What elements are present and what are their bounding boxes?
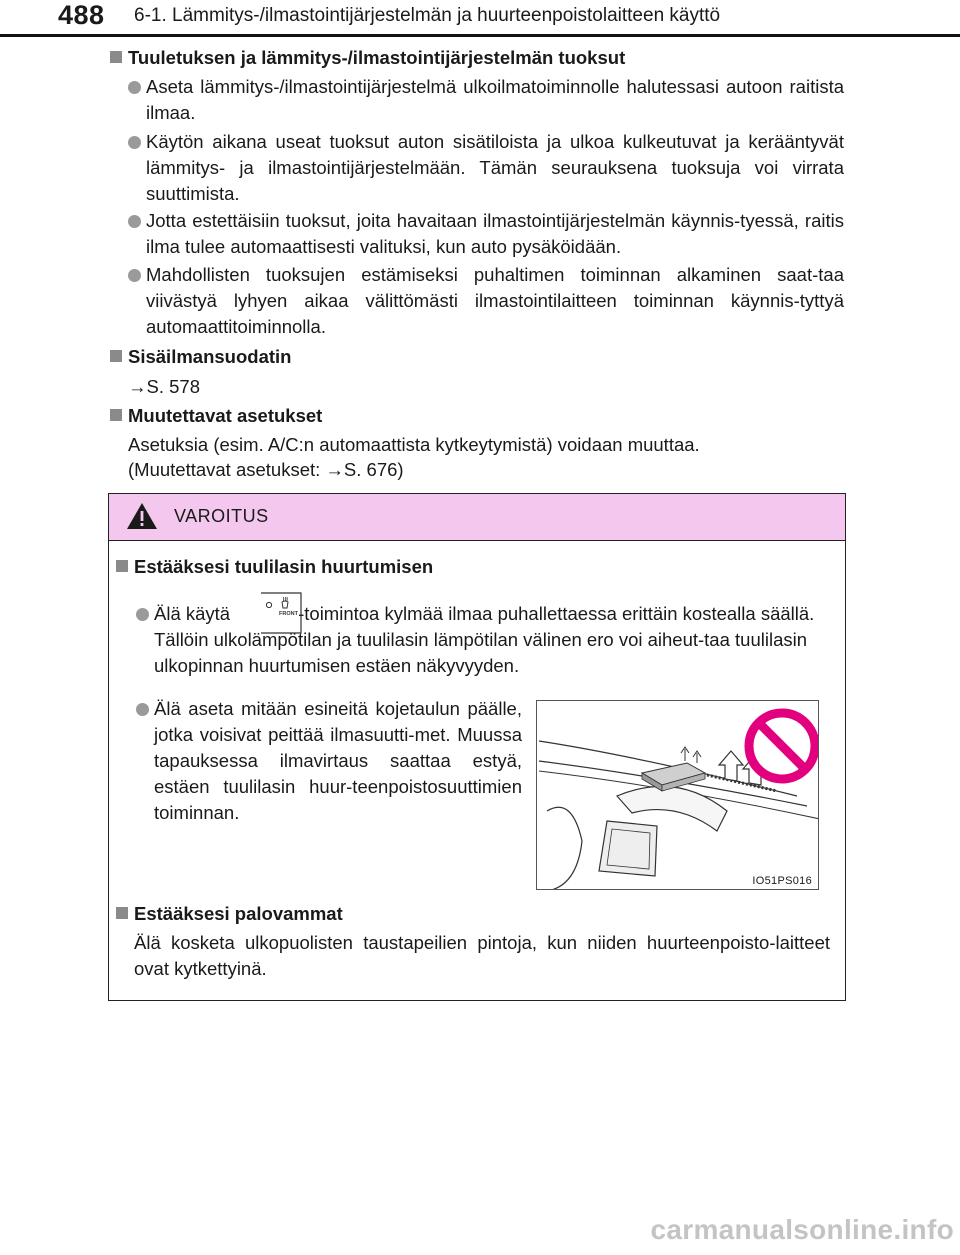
list-item: Mahdollisten tuoksujen estämiseksi puhaltimen toiminnan alkaminen saat-taa viivästyä lyhyen aikaa välittömästi ilmastointilaitteen toiminnan käynnis-tyttyä automaattitoiminnolla. [128,262,844,340]
watermark: carmanualsonline.info [650,1214,954,1245]
list-item: Älä aseta mitään esineitä kojetaulun päälle, jotka voisivat peittää ilmasuutti-met. Muussa tapauksessa ilmavirtaus saattaa estyä, estäen tuulilasin huur-teenpoistosuuttimien toiminnan. [136,696,522,826]
list-item: Käytön aikana useat tuoksut auton sisätiloista ja ulkoa kulkeutuvat ja kerääntyvät lämmitys- ja ilmastointijärjestelmään. Tämän seurauksena tuoksuja voi virrata suuttimista. [128,129,844,207]
warning-header [109,494,845,541]
list-item: Älä käytä -toimintoa kylmää ilmaa puhallettaessa erittäin kostealla säällä. Tällöin ulkolämpötilan ja tuulilasin lämpötilan välinen ero voi aiheut-taa tuulilasin ulkopinnan huurtumisen estäen näkyvyyden. [136,601,838,679]
warning-section-title-burns: Estääksesi palovammat [116,903,343,925]
bullet-icon [128,81,141,94]
section-title-odors: Tuuletuksen ja lämmitys-/ilmastointijärjestelmän tuoksut [110,47,625,69]
square-bullet-icon [110,51,122,63]
page-header [0,0,960,36]
page-number: 488 [58,0,105,30]
burns-text: Älä kosketa ulkopuolisten taustapeilien pintoja, kun niiden huurteenpoisto-laitteet ovat kytkettyinä. [134,932,830,979]
bullet-icon [128,269,141,282]
square-bullet-icon [116,560,128,572]
list-item: Jotta estettäisiin tuoksut, joita havaitaan ilmastointijärjestelmän käynnis-tyessä, raitis ilma tulee automaattisesti valituksi, kun auto pysäköidään. [128,208,844,260]
bullet-icon [128,136,141,149]
square-bullet-icon [110,409,122,421]
chapter-title: 6-1. Lämmitys-/ilmastointijärjestelmän ja huurteenpoistolaitteen käyttö [134,5,721,26]
custom-settings-text-1: Asetuksia (esim. A/C:n automaattista kytkeytymistä) voidaan muuttaa. [128,434,700,455]
illustration-id: IO51PS016 [752,875,812,887]
section-title-custom: Muutettavat asetukset [110,405,322,427]
front-defroster-button-icon [258,592,304,634]
bullet-icon [136,608,149,621]
bullet-icon [128,215,141,228]
dashboard-illustration [536,700,819,890]
warning-label: VAROITUS [174,506,269,526]
square-bullet-icon [110,350,122,362]
custom-settings-text-2: (Muutettavat asetukset: →S. 676) [128,459,404,480]
warning-triangle-icon [126,502,158,530]
square-bullet-icon [116,907,128,919]
dashboard-drawing [537,701,819,890]
section-title-filter: Sisäilmansuodatin [110,346,291,368]
page-reference-filter: →S. 578 [128,376,200,397]
header-divider [0,34,960,37]
bullet-icon [136,703,149,716]
list-item: Aseta lämmitys-/ilmastointijärjestelmä ulkoilmatoiminnolle halutessasi autoon raitista ilmaa. [128,74,844,126]
warning-section-title-fog: Estääksesi tuulilasin huurtumisen [116,556,433,578]
front-button-label: FRONT [279,611,298,617]
